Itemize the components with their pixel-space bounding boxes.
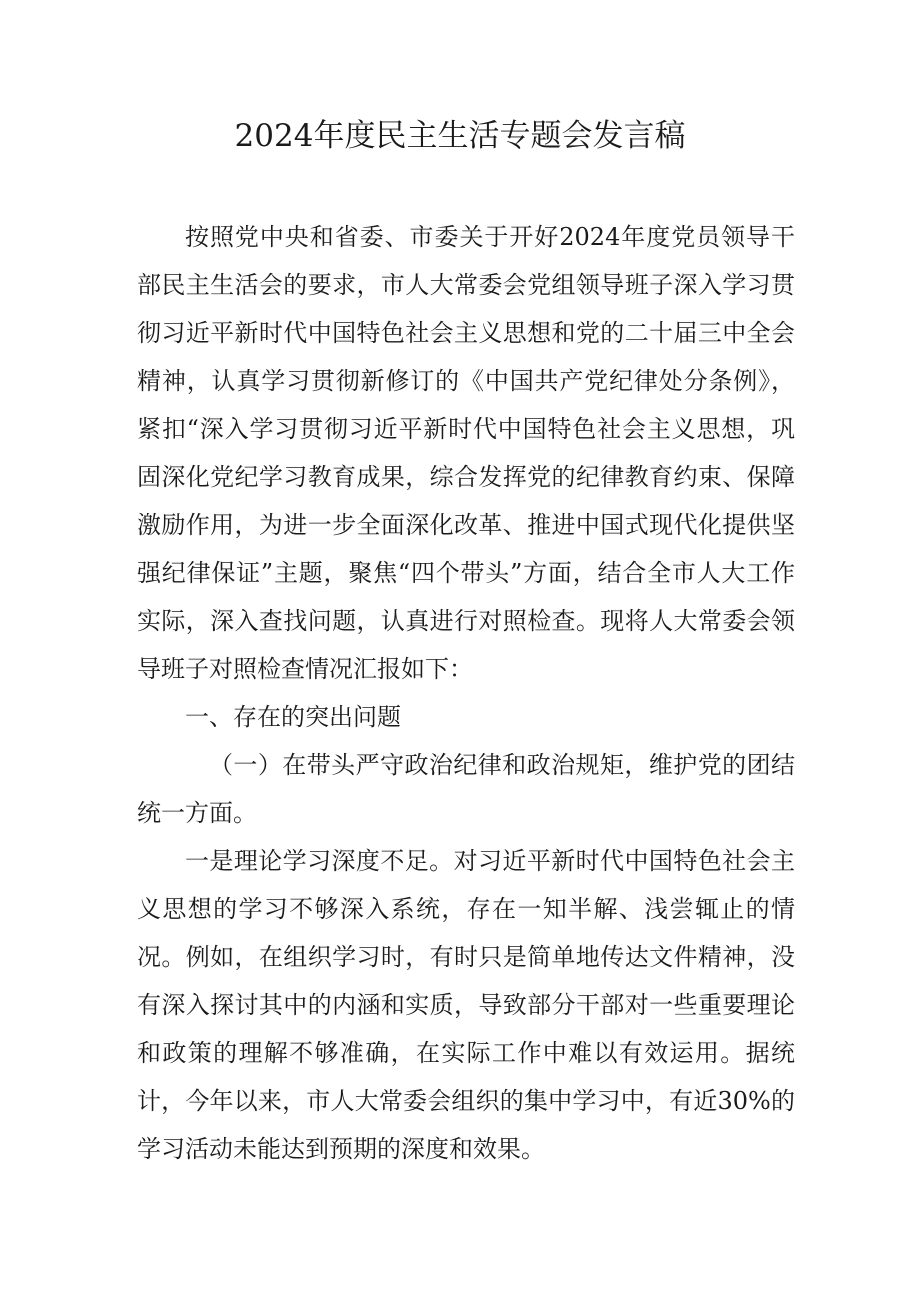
- document-title: 2024年度民主生活专题会发言稿: [234, 118, 686, 154]
- subsection-heading: （一）在带头严守政治纪律和政治规矩，维护党的团结统一方面。: [137, 751, 795, 827]
- section-heading: 一、存在的突出问题: [185, 703, 401, 731]
- document-body: [137, 213, 795, 1173]
- intro-paragraph: 按照党中央和省委、市委关于开好2024年度党员领导干部民主生活会的要求，市人大常委会党组领导班子深入学习贯彻习近平新时代中国特色社会主义思想和党的二十届三中全会精神，认真学习贯彻新修订的《中国共产党纪律处分条例》，紧扣“深入学习贯彻习近平新时代中国特色社会主义思想，巩固深化党纪学习教育成果，综合发挥党的纪律教育约束、保障激励作用，为进一步全面深化改革、推进中国式现代化提供坚强纪律保证”主题，聚焦“四个带头”方面，结合全市人大工作实际，深入查找问题，认真进行对照检查。现将人大常委会领导班子对照检查情况汇报如下：: [137, 223, 795, 683]
- point-one-paragraph: 一是理论学习深度不足。对习近平新时代中国特色社会主义思想的学习不够深入系统，存在一知半解、浅尝辄止的情况。例如，在组织学习时，有时只是简单地传达文件精神，没有深入探讨其中的内涵和实质，导致部分干部对一些重要理论和政策的理解不够准确，在实际工作中难以有效运用。据统计，今年以来，市人大常委会组织的集中学习中，有近30%的学习活动未能达到预期的深度和效果。: [137, 847, 795, 1163]
